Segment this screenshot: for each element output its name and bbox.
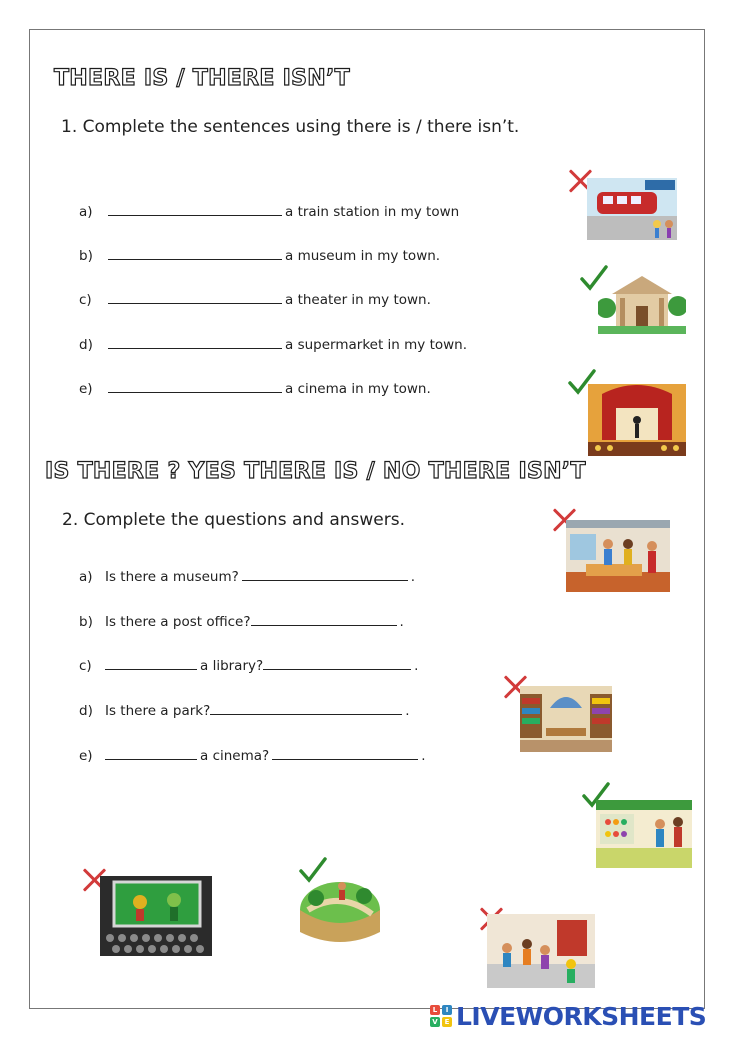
answer-blank[interactable] bbox=[272, 747, 418, 760]
logo-text: LIVEWORKSHEETS bbox=[456, 1001, 707, 1031]
library-picture bbox=[520, 686, 612, 752]
item-text: a supermarket in my town. bbox=[285, 337, 468, 353]
logo-letter: E bbox=[442, 1017, 452, 1027]
question-text: Is there a museum? bbox=[105, 569, 239, 585]
logo-letter: L bbox=[430, 1005, 440, 1015]
section2-instruction: 2. Complete the questions and answers. bbox=[62, 510, 406, 530]
school-picture bbox=[487, 914, 595, 988]
s1-item-e bbox=[79, 380, 431, 397]
item-label: b) bbox=[79, 614, 93, 630]
answer-blank[interactable] bbox=[108, 336, 282, 349]
item-label: a) bbox=[79, 569, 93, 585]
s1-item-b bbox=[79, 247, 440, 264]
answer-blank[interactable] bbox=[108, 380, 282, 393]
supermarket-picture bbox=[596, 800, 692, 868]
train-station-picture bbox=[587, 178, 677, 240]
museum-picture bbox=[598, 272, 686, 334]
item-text: a train station in my town bbox=[285, 204, 460, 220]
item-label: b) bbox=[79, 248, 93, 264]
item-label: c) bbox=[79, 292, 92, 308]
period: . bbox=[414, 658, 419, 674]
s2-item-a bbox=[79, 568, 415, 585]
item-label: a) bbox=[79, 204, 93, 220]
s1-item-d bbox=[79, 336, 467, 353]
item-label: e) bbox=[79, 748, 93, 764]
liveworksheets-logo[interactable] bbox=[430, 1001, 706, 1031]
park-picture bbox=[298, 870, 382, 950]
logo-mark-icon bbox=[430, 1005, 452, 1027]
theater-picture bbox=[588, 384, 686, 456]
s2-item-d bbox=[79, 702, 410, 719]
item-label: d) bbox=[79, 703, 93, 719]
item-label: d) bbox=[79, 337, 93, 353]
question-text: a library? bbox=[200, 658, 264, 674]
question-blank[interactable] bbox=[105, 657, 197, 670]
answer-blank[interactable] bbox=[242, 568, 408, 581]
post-office-picture bbox=[566, 520, 670, 592]
section2-heading: IS THERE ? YES THERE IS / NO THERE ISN’T bbox=[45, 459, 586, 484]
s1-item-a bbox=[79, 203, 459, 220]
item-text: a theater in my town. bbox=[285, 292, 431, 308]
answer-blank[interactable] bbox=[251, 613, 397, 626]
item-label: c) bbox=[79, 658, 92, 674]
answer-blank[interactable] bbox=[108, 291, 282, 304]
logo-letter: V bbox=[430, 1017, 440, 1027]
section1-instruction: 1. Complete the sentences using there is / there isn’t. bbox=[61, 117, 520, 137]
question-text: Is there a park? bbox=[105, 703, 211, 719]
period: . bbox=[421, 748, 426, 764]
logo-letter: I bbox=[442, 1005, 452, 1015]
question-blank[interactable] bbox=[105, 747, 197, 760]
answer-blank[interactable] bbox=[108, 247, 282, 260]
period: . bbox=[405, 703, 410, 719]
s2-item-c bbox=[79, 657, 418, 674]
question-text: a cinema? bbox=[200, 748, 270, 764]
period: . bbox=[399, 614, 404, 630]
s2-item-e bbox=[79, 747, 425, 764]
item-label: e) bbox=[79, 381, 93, 397]
question-text: Is there a post office? bbox=[105, 614, 251, 630]
answer-blank[interactable] bbox=[263, 657, 411, 670]
item-text: a museum in my town. bbox=[285, 248, 441, 264]
answer-blank[interactable] bbox=[210, 702, 402, 715]
answer-blank[interactable] bbox=[108, 203, 282, 216]
cinema-picture bbox=[100, 876, 212, 956]
s1-item-c bbox=[79, 291, 431, 308]
period: . bbox=[410, 569, 416, 585]
section1-heading: THERE IS / THERE ISN’T bbox=[54, 66, 350, 91]
item-text: a cinema in my town. bbox=[285, 381, 431, 397]
s2-item-b bbox=[79, 613, 404, 630]
